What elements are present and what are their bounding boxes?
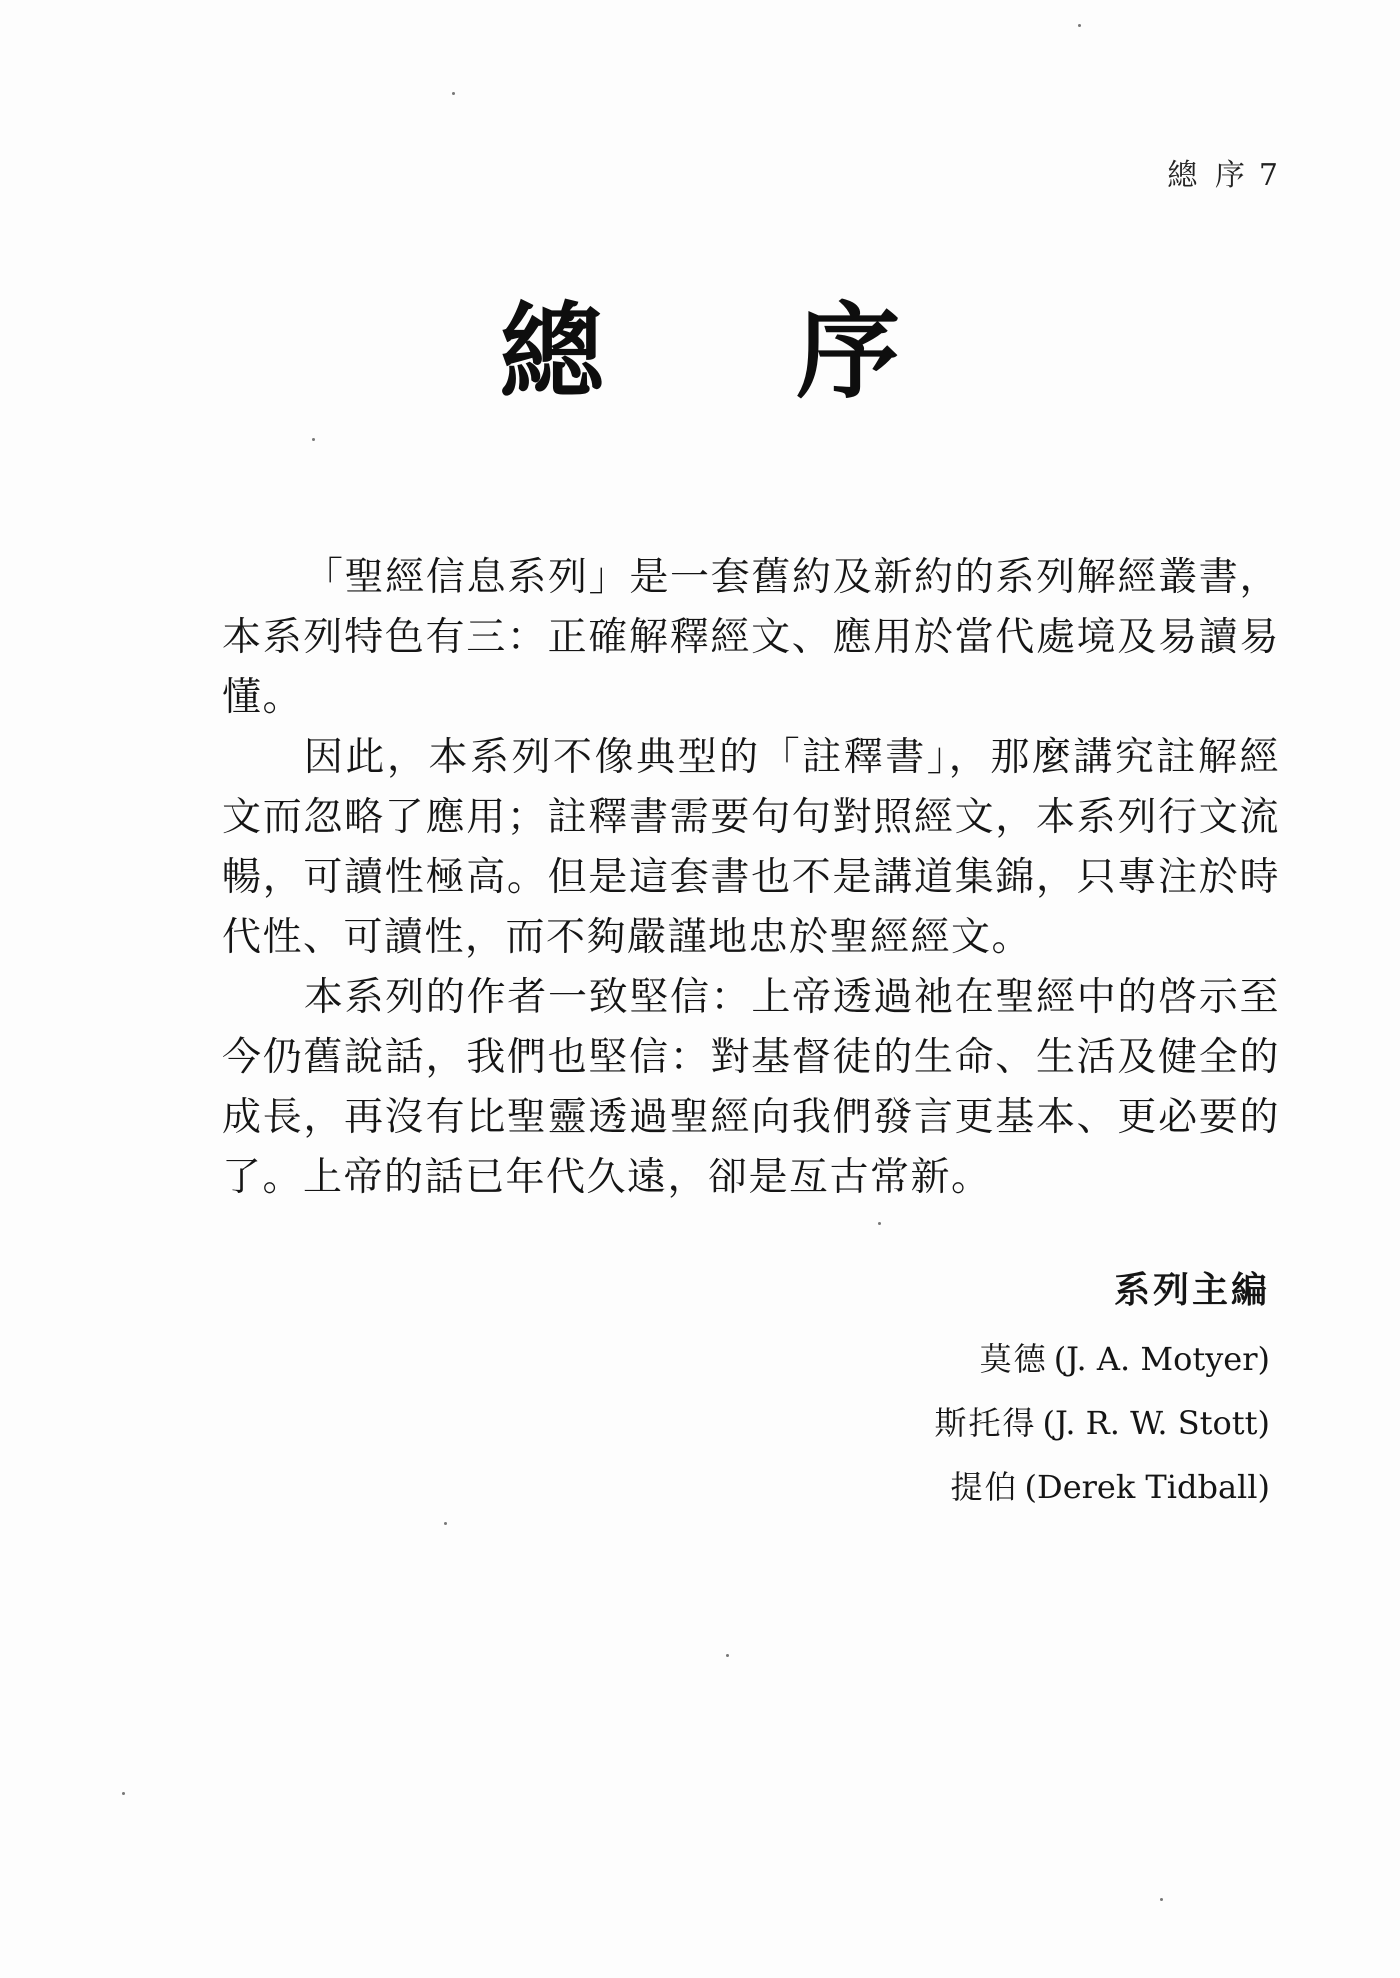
scan-speck xyxy=(312,438,315,441)
editor-chinese-name: 提伯 xyxy=(950,1468,1019,1506)
editor-english-name: J. A. Motyer xyxy=(1066,1340,1258,1378)
paragraph-2: 因此，本系列不像典型的「註釋書」，那麼講究註解經文而忽略了應用；註釋書需要句句對照經文，本系列行文流暢，可讀性極高。但是這套書也不是講道集錦，只專注於時代性、可讀性，而不夠嚴謹地忠於聖經經文。 xyxy=(222,735,1280,960)
editor-english-name: Derek Tidball xyxy=(1037,1468,1258,1506)
editor-chinese-name: 莫德 xyxy=(979,1340,1048,1378)
page-number: 7 xyxy=(1258,158,1282,193)
editor-english-name: J. R. W. Stott xyxy=(1054,1404,1258,1442)
editor-chinese-name: 斯托得 xyxy=(934,1404,1037,1442)
editor-line: 斯托得 (J. R. W. Stott) xyxy=(934,1404,1270,1442)
scan-speck xyxy=(444,1522,447,1525)
scan-speck xyxy=(1078,24,1081,27)
body-text xyxy=(222,548,1280,1208)
signature-heading: 系列主編 xyxy=(1113,1270,1270,1311)
page-title: 總 序 xyxy=(499,291,979,413)
editor-line: 提伯 (Derek Tidball) xyxy=(950,1468,1270,1506)
running-head-title: 總 序 xyxy=(1167,158,1249,193)
editor-line: 莫德 (J. A. Motyer) xyxy=(979,1340,1270,1378)
scan-speck xyxy=(726,1654,729,1657)
paragraph-3: 本系列的作者一致堅信：上帝透過祂在聖經中的啓示至今仍舊說話，我們也堅信：對基督徒的生命、生活及健全的成長，再沒有比聖靈透過聖經向我們發言更基本、更必要的了。上帝的話已年代久遠，卻是亙古常新。 xyxy=(222,975,1280,1200)
signature-block xyxy=(934,1262,1270,1519)
scan-speck xyxy=(1160,1898,1163,1901)
scan-speck xyxy=(878,1222,881,1225)
paragraph-1: 「聖經信息系列」是一套舊約及新約的系列解經叢書，本系列特色有三：正確解釋經文、應用於當代處境及易讀易懂。 xyxy=(222,555,1280,720)
scan-speck xyxy=(452,92,455,95)
scan-speck xyxy=(122,1792,125,1795)
running-head xyxy=(1167,150,1282,194)
